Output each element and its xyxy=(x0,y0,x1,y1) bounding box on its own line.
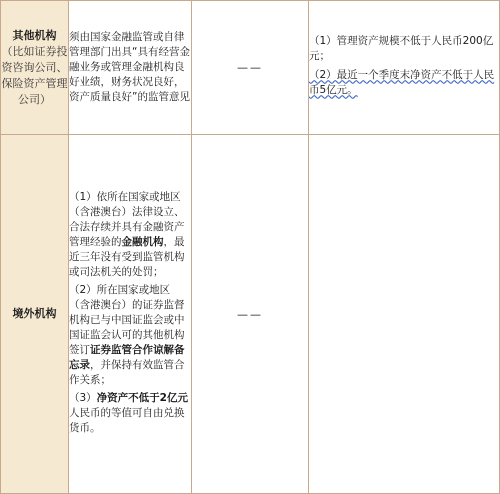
category-cell xyxy=(1,1,69,135)
requirement-item xyxy=(69,190,191,280)
req-bold: 金融机构 xyxy=(121,235,164,248)
req-text: （2）所在国家或地区（含港澳台）的证券监督机构已与中国证监会或中国证监会认可的其他机构签订 xyxy=(69,283,185,356)
requirement-cell xyxy=(69,1,192,135)
requirement-item xyxy=(69,283,191,388)
condition-item: （1）管理资产规模不低于人民币200亿元； xyxy=(309,34,494,62)
category-title: 境外机构 xyxy=(12,307,57,320)
req-bold: 证券监管合作谅解备忘录 xyxy=(69,343,185,371)
category-note: （比如证券投资咨询公司、保险资产管理公司） xyxy=(1,44,68,106)
req-bold: 净资产不低于2亿元 xyxy=(96,391,188,404)
req-text: 人民币的等值可自由兑换货币。 xyxy=(69,406,185,434)
category-title: 其他机构 xyxy=(12,28,57,42)
middle-cell xyxy=(192,1,309,135)
middle-cell xyxy=(192,135,309,494)
condition-text: （2）最近一个季度末净资产不低于人民币5亿元。 xyxy=(309,68,495,96)
conditions-list xyxy=(309,34,499,98)
condition-item xyxy=(309,68,499,98)
empty-cell xyxy=(309,135,500,494)
category-cell xyxy=(1,135,69,494)
dash-placeholder: —— xyxy=(237,61,263,74)
requirement-text: 须由国家金融监管或自律管理部门出具“具有经营金融业务或管理金融机构良好业绩，财务状况良好，资产质量良好”的监管意见 xyxy=(69,31,190,103)
req-text: ，最近三年没有受到监管机构或司法机关的处罚； xyxy=(69,235,185,278)
dash-placeholder: —— xyxy=(237,307,263,321)
req-text: （3） xyxy=(69,391,97,404)
table-row xyxy=(1,1,500,135)
requirement-cell xyxy=(69,135,192,494)
table-row xyxy=(1,135,500,494)
conditions-cell xyxy=(309,1,500,135)
requirement-item xyxy=(69,391,191,436)
req-text: （1）依所在国家或地区（含港澳台）法律设立、合法存续并具有金融资产管理经验的 xyxy=(69,190,185,248)
req-text: ，并保持有效监管合作关系； xyxy=(69,358,185,386)
